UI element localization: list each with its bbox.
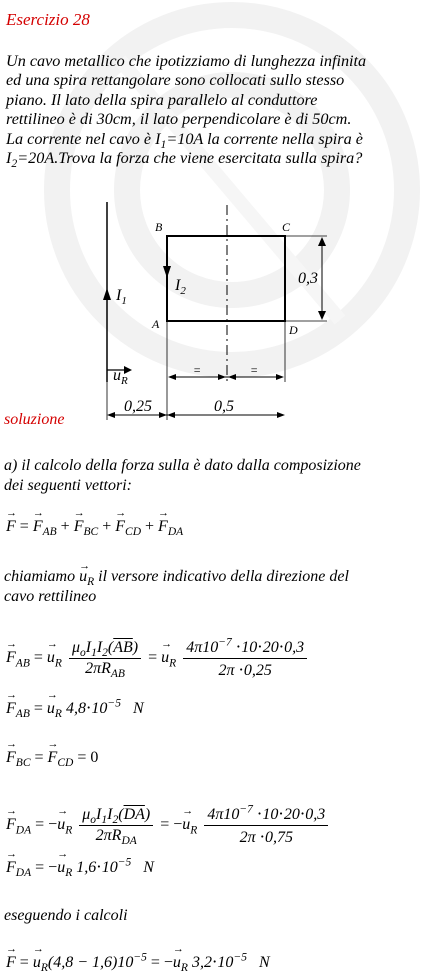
part-a-text: a) il calcolo della forza sulla è dato dalla composizione dei seguenti vettori: <box>4 457 361 494</box>
equal-mark: = <box>193 363 202 377</box>
problem-line: ed una spira rettangolare sono collocati sullo stesso <box>6 71 345 90</box>
problem-line: Un cavo metallico che ipotizziamo di lunghezza infinita <box>6 52 367 70</box>
force-da-result: → $F_{DA}$ = −→ $u_R$ $1,6\cdot 10^{-5}$ N <box>6 857 154 877</box>
loop-current-arrow <box>163 266 171 278</box>
wire-loop-diagram <box>0 195 444 425</box>
problem-statement <box>6 52 440 171</box>
problem-line: $I_2=20A.Trova$ la forza che viene esercitata sulla spira? <box>6 149 363 171</box>
solution-label: soluzione <box>4 411 65 428</box>
problem-line: rettilineo è di 30cm, il lato perpendicolare è di 50cm. <box>6 110 352 129</box>
equal-mark: = <box>250 363 259 377</box>
force-ab-result: → $F_{AB}$ = → $u_R$ $4,8\cdot 10^{-5}$ N <box>6 698 144 718</box>
label-width: 0,5 <box>214 398 234 415</box>
label-uR: $u_R$ <box>113 367 128 387</box>
problem-line: piano. Il lato della spira parallelo al conduttore <box>6 90 318 109</box>
label-distance: 0,25 <box>124 398 152 415</box>
force-bc-cd-result: → $F_{BC}$ = → $F_{CD} = 0$ <box>6 749 98 767</box>
total-force-result: → F = → $u_R(4,8 - 1,6)10^{-5}$ = −→ $u_R$ $3,2\cdot 10^{-5}$ N <box>6 952 270 972</box>
label-I2: $I_2$ <box>175 277 186 297</box>
calc-text: eseguendo i calcoli <box>4 907 128 924</box>
label-B: B <box>155 220 163 234</box>
label-A: A <box>152 317 160 331</box>
problem-line: La corrente nel cavo è $I_1=10A$ la corrente nella spira è <box>6 129 363 151</box>
force-sum-equation: → F = → $F_{AB}$ + → $F_{BC}$ + → $F_{CD}$ + → $F_{DA}$ <box>6 518 183 536</box>
label-I1: $I_1$ <box>116 287 127 307</box>
label-height: 0,3 <box>298 270 318 287</box>
force-da-formula: → $F_{DA}$ = −→ $u_R$ $\frac{\mu_oI_1I_2(\overline{DA})}{2\pi R_{DA}}$ = −→ $u_R$ $\frac{4\pi 10^{-7} \cdot 10\cdot 20\cdot 0,3}{2\pi \cdot 0,75}$ <box>6 804 331 847</box>
loop-rectangle <box>167 236 285 321</box>
label-C: C <box>282 220 291 234</box>
exercise-title: Esercizio 28 <box>6 10 90 29</box>
versor-text: chiamiamo → $u_R$ il versore indicativo della direzione del cavo rettilineo <box>4 567 442 607</box>
label-D: D <box>289 323 298 337</box>
wire-current-arrow <box>103 288 111 300</box>
force-ab-formula: → $F_{AB}$ = → $u_R$ $\frac{\mu_oI_1I_2(\overline{AB})}{2\pi R_{AB}}$ = → $u_R$ $\frac{4\pi 10^{-7} \cdot 10\cdot 20\cdot 0,3}{2\pi \cdot 0,25}$ <box>6 637 310 680</box>
